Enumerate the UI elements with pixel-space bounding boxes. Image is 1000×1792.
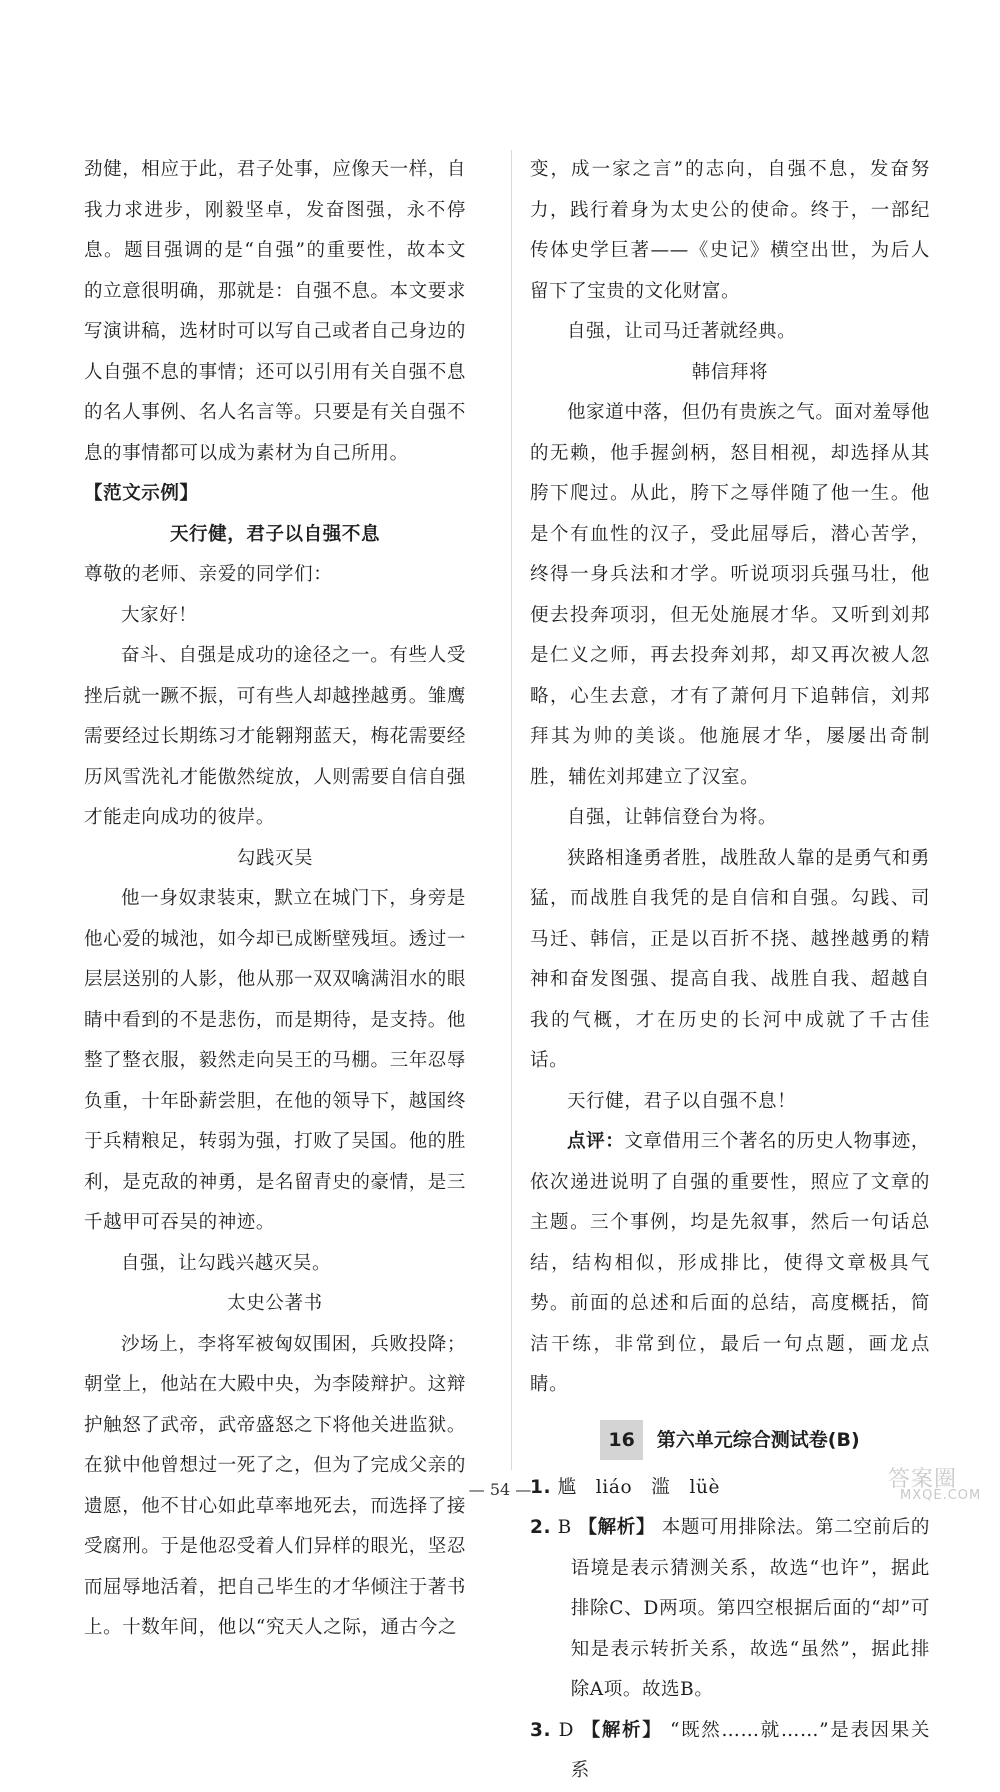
right-column [530,150,930,1792]
subheading-hanxin: 韩信拜将 [691,361,769,383]
subheading-taishigong: 太史公著书 [227,1293,323,1314]
comment-text: 文章借用三个著名的历史人物事迹，依次递进说明了自强的重要性，照应了文章的主题。三个事例，均是先叙事，然后一句话总结，结构相似，形成排比，使得文章极具气势。前面的总述和后面的总结，高度概括，简洁干练，非常到位，最后一句点题，画龙点睛。 [530,1131,930,1395]
essay-title: 天行健，君子以自强不息 [169,523,381,545]
essay-paragraph: 变，成一家之言”的志向，自强不息，发奋努力，践行着身为太史公的使命。终于，一部纪传体史学巨著——《史记》横空出世，为后人留下了宝贵的文化财富。 [530,159,930,302]
essay-paragraph: 自强，让勾践兴越灭吴。 [121,1252,332,1274]
intro-paragraph: 劲健，相应于此，君子处事，应像天一样，自我力求进步，刚毅坚卓，发奋图强，永不停息。题目强调的是“自强”的重要性，故本文的立意很明确，那就是：自强不息。本文要求写演讲稿，选材时可以写自己或者自己身边的人自强不息的事情；还可以引用有关自强不息的名人事例、名人名言等。只要是有关自强不息的事情都可以成为素材为自己所用。 [84,159,467,464]
answer-text: 本题可用排除法。第二空前后的语境是表示猜测关系，故选“也许”，据此排除C、D两项。第四空根据后面的“却”可知是表示转折关系，故选“虽然”，据此排除A项。故选B。 [570,1517,931,1700]
answer-number: 1. [530,1476,552,1498]
essay-paragraph: 自强，让司马迁著就经典。 [567,321,797,342]
watermark-url: MXQE.COM [900,1488,982,1503]
analysis-label: 【解析】 [578,1517,656,1538]
section-heading [530,1420,930,1460]
essay-paragraph: 狭路相逢勇者胜，战胜敌人靠的是勇气和勇猛，而战胜自我凭的是自信和自强。勾践、司马迁、韩信，正是以百折不挠、越挫越勇的精神和奋发图强、提高自我、战胜自我、超越自我的气概，才在历史的长河中成就了千古佳话。 [530,847,930,1071]
example-label: 【范文示例】 [84,483,199,504]
salutation: 尊敬的老师、亲爱的同学们： [84,564,333,585]
section-title: 第六单元综合测试卷(B) [656,1428,860,1451]
essay-paragraph: 他一身奴隶装束，默立在城门下，身旁是他心爱的城池，如今却已成断壁残垣。透过一层层送别的人影，他从那一双双噙满泪水的眼睛中看到的不是悲伤，而是期待，是支持。他整了整衣服，毅然走向吴王的马棚。三年忍辱负重，十年卧薪尝胆，在他的领导下，越国终于兵精粮足，转弱为强，打败了吴国。他的胜利，是克敌的神勇，是名留青史的豪情，是三千越甲可吞吴的神迹。 [84,888,467,1233]
answer-3 [530,1711,930,1792]
essay-paragraph: 奋斗、自强是成功的途径之一。有些人受挫后就一蹶不振，可有些人却越挫越勇。雏鹰需要经过长期练习才能翱翔蓝天，梅花需要经历风雪洗礼才能傲然绽放，人则需要自信自强才能走向成功的彼岸。 [84,645,467,828]
essay-paragraph: 沙场上，李将军被匈奴围困，兵败投降；朝堂上，他站在大殿中央，为李陵辩护。这辩护触怒了武帝，武帝盛怒之下将他关进监狱。在狱中他曾想过一死了之，但为了完成父亲的遗愿，他不甘心如此草率地死去，而选择了接受腐刑。于是他忍受着人们异样的眼光，坚忍而屈辱地活着，把自己毕生的才华倾注于著书上。十数年间，他以“究天人之际，通古今之 [84,1333,467,1638]
essay-paragraph: 天行健，君子以自强不息！ [567,1090,797,1112]
essay-paragraph: 自强，让韩信登台为将。 [567,807,778,828]
answer-letter: B [557,1517,572,1538]
comment-paragraph [530,1122,930,1406]
answer-2 [530,1508,930,1711]
subheading-goujian: 勾践灭吴 [236,847,314,869]
section-number: 16 [600,1420,642,1460]
column-divider [511,150,512,1470]
answer-number: 2. [530,1517,552,1538]
greeting: 大家好！ [121,604,198,626]
comment-label: 点评： [567,1131,625,1152]
watermark-logo: 答案圈 [888,1467,958,1492]
answer-number: 3. [530,1719,552,1741]
answer-letter: D [558,1719,575,1741]
essay-paragraph: 他家道中落，但仍有贵族之气。面对羞辱他的无赖，他手握剑柄，怒目相视，却选择从其胯下爬过。从此，胯下之辱伴随了他一生。他是个有血性的汉子，受此屈辱后，潜心苦学，终得一身兵法和才学。听说项羽兵强马壮，他便去投奔项羽，但无处施展才华。又听到刘邦是仁义之师，再去投奔刘邦，却又再次被人忽略，心生去意，才有了萧何月下追韩信，刘邦拜其为帅的美谈。他施展才华，屡屡出奇制胜，辅佐刘邦建立了汉室。 [530,402,930,788]
answer-text: “既然……就……”是表因果关系 [570,1719,930,1781]
answer-text: 尴 liáo 滥 lüè [557,1476,721,1498]
page-number: — 54 — [468,1480,532,1499]
analysis-label: 【解析】 [581,1719,663,1741]
left-column [84,150,466,1649]
